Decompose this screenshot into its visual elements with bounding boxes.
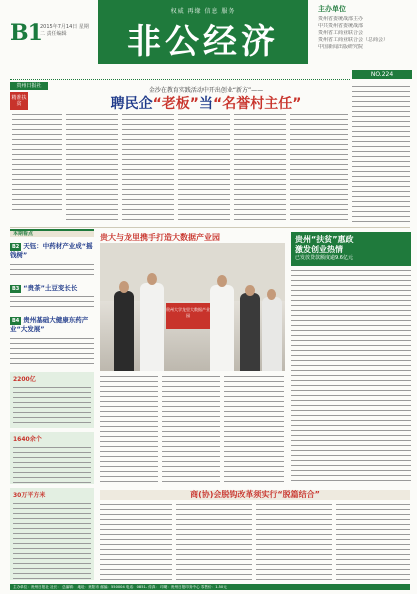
publisher-box: [318, 4, 413, 66]
sidebar-box: [10, 432, 94, 484]
right-story-header: [291, 232, 411, 266]
sidebar-item-title: 贵州基础大健康东药产业“大发展”: [10, 316, 89, 333]
edition-code: B1: [10, 20, 42, 46]
sidebar-item: [10, 316, 94, 333]
sidebar-item-text: [10, 296, 94, 310]
masthead-title: 非公经济: [127, 22, 279, 62]
photo-plaque: 贵州大学龙里大数据产业园: [166, 303, 210, 329]
photo-story-column: [162, 376, 220, 484]
masthead: [0, 0, 417, 80]
sidebar-box-figure: 1640余个: [13, 436, 42, 443]
photo-person-head: [119, 281, 129, 293]
masthead-divider: [10, 74, 350, 80]
lead-body-column: [290, 114, 348, 224]
sidebar-box-text: [13, 503, 91, 581]
sidebar-item: [10, 242, 94, 259]
masthead-tagline: 权威 再缘 信息 服务: [170, 8, 236, 15]
lead-headline: [56, 93, 356, 113]
publisher-title: 主办单位: [318, 5, 346, 13]
photo-person: [210, 285, 234, 371]
sidebar-box-text: [13, 387, 91, 425]
sidebar-item-tag: B2: [12, 244, 20, 250]
sidebar-box-figure: 2200亿: [13, 376, 36, 383]
lead-body-column: [12, 114, 62, 214]
right-story-headline: 贵州“扶贫”惠政: [295, 235, 354, 244]
bottom-story-column: [100, 504, 172, 580]
issue-number: NO.224: [352, 70, 412, 79]
lead-body-column: [122, 114, 174, 224]
sidebar-header: 本期看点: [10, 229, 94, 237]
bottom-story-headline: 商(协)会脱钩改革须实行“脱篇结合”: [100, 490, 410, 500]
publisher-line: 贵州省工商业联合会: [318, 30, 364, 36]
sidebar-item-title: “贵茶”土豆变长长: [23, 284, 78, 292]
lead-headline-part: 当: [199, 96, 213, 112]
photo-story-column: [224, 376, 284, 484]
sidebar-item-text: [10, 338, 94, 366]
photo-person: [240, 293, 260, 371]
publisher-line: 中共贵州省委统战部: [318, 23, 364, 29]
lead-kicker: 金沙在教育实践活动中开出创业“新方”——: [148, 87, 264, 94]
publisher-line: 中国新闻出版研究院: [318, 44, 364, 50]
bottom-story-column: [336, 504, 410, 580]
lead-headline-part: “老板”: [152, 96, 199, 112]
photo-person-head: [245, 285, 255, 296]
section-divider: [10, 227, 410, 228]
photo-person-head: [217, 275, 227, 287]
sidebar-item-text: [10, 264, 94, 278]
sidebar-box-text: [13, 447, 91, 483]
photo-story-headline: 贵大与龙里携手打造大数据产业园: [100, 233, 220, 242]
right-story-headline: 激发创业热情: [295, 245, 343, 254]
bottom-story-column: [176, 504, 252, 580]
lead-headline-part: 聘民企: [110, 96, 153, 112]
section-label: 贵州日报社: [10, 82, 48, 90]
photo-person: [262, 297, 282, 371]
sidebar-box-figure: 30万平方米: [13, 492, 46, 499]
right-story-subhead: 已发放贷款额度逾9.6亿元: [295, 255, 353, 261]
edition-date: 2015年7月14日 星期二 责任编辑: [40, 24, 89, 37]
right-story-body: [291, 270, 411, 484]
lead-body-column: [66, 114, 118, 224]
sidebar-box: [10, 488, 94, 580]
sidebar-box: [10, 372, 94, 428]
sidebar-item: [10, 284, 94, 293]
sidebar-item-tag: B4: [12, 318, 20, 324]
photo-person: [140, 283, 164, 371]
masthead-banner: [98, 0, 308, 64]
publisher-line: 贵州省工商业联合会（总商会）: [318, 37, 389, 43]
page-footer: 主办单位：贵州日报社 社长： 总编辑： 地址：贵阳市 邮编：550004 电话：0851- 传真： 印刷：贵州日报印务中心 零售价：1.50元: [10, 584, 410, 590]
bottom-story-column: [256, 504, 332, 580]
sidebar-item-tag: B3: [12, 286, 20, 292]
lead-badge: 精准扶贫: [10, 92, 28, 110]
lead-body-column: [352, 86, 410, 224]
lead-headline-part: “名誉村主任”: [213, 96, 302, 112]
photo-person: [114, 291, 134, 371]
publisher-line: 贵州省委统战部主办: [318, 16, 364, 22]
lead-body-column: [234, 114, 286, 224]
news-photo: [100, 243, 285, 371]
photo-person-head: [147, 273, 157, 285]
photo-story-column: [100, 376, 158, 484]
lead-body-column: [178, 114, 230, 224]
sidebar-item-title: 天钰：中药材产业成“摇钱树”: [10, 242, 93, 259]
photo-person-head: [267, 289, 276, 300]
